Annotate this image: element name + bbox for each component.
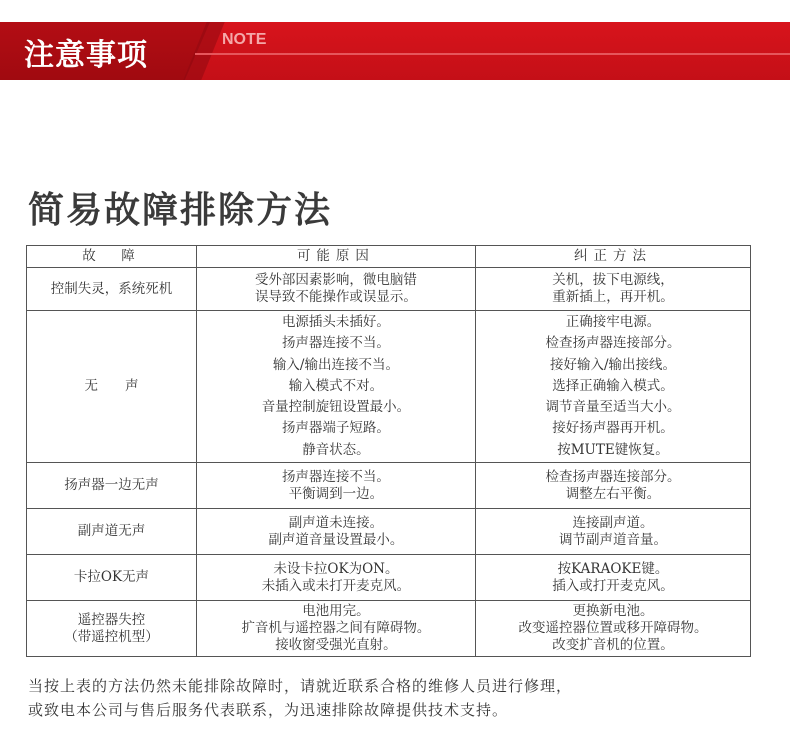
section-title: 简易故障排除方法	[28, 190, 333, 231]
footer-line: 或致电本公司与售后服务代表联系，为迅速排除故障提供技术支持。	[28, 701, 509, 719]
banner-note: NOTE	[222, 31, 267, 48]
table-row	[27, 463, 751, 509]
table-row	[27, 311, 751, 463]
cause-text: 扩音机与遥控器之间有障碍物。	[241, 620, 431, 636]
fault-cell	[27, 509, 197, 555]
fix-text: 按KARAOKE键。	[557, 560, 669, 577]
cause-text: 音量控制旋钮设置最小。	[261, 399, 411, 416]
cause-cell	[196, 555, 475, 601]
fault-cell	[27, 268, 197, 311]
cause-text: 扬声器连接不当。	[281, 335, 390, 352]
fix-text: 正确接牢电源。	[565, 314, 661, 331]
cause-text: 未插入或未打开麦克风。	[261, 577, 411, 594]
fix-text: 改变遥控器位置或移开障碍物。	[518, 620, 708, 636]
cause-text: 误导致不能操作或误显示。	[254, 289, 417, 305]
fix-cell	[475, 463, 750, 509]
fix-text: 按MUTE键恢复。	[557, 441, 669, 458]
cause-text: 副声道未连接。	[288, 514, 384, 531]
cause-cell	[196, 311, 475, 463]
header-banner	[0, 22, 790, 80]
fix-text: 调节音量至适当大小。	[545, 399, 681, 416]
table-row	[27, 268, 751, 311]
table-row	[27, 509, 751, 555]
table-header-row	[27, 246, 751, 268]
fix-text: 改变扩音机的位置。	[552, 637, 674, 653]
header-fault: 故 障	[27, 246, 197, 268]
cause-text: 输入模式不对。	[288, 377, 384, 394]
cause-cell	[196, 463, 475, 509]
cause-text: 接收窗受强光直射。	[275, 637, 397, 653]
cause-text: 电池用完。	[302, 603, 370, 619]
fix-cell	[475, 268, 750, 311]
fault-cell	[27, 311, 197, 463]
banner-title: 注意事项	[24, 38, 148, 73]
fault-cell	[27, 601, 197, 657]
cause-cell	[196, 601, 475, 657]
banner-underline	[195, 53, 790, 55]
fault-text: 扬声器一边无声	[64, 477, 159, 493]
fault-text: 控制失灵，系统死机	[50, 280, 173, 297]
cause-text: 平衡调到一边。	[288, 485, 384, 502]
footer-note	[28, 674, 768, 722]
fix-cell	[475, 509, 750, 555]
header-fix: 纠正方法	[475, 246, 750, 268]
fault-text: 副声道无声	[77, 523, 146, 539]
header-cause: 可能原因	[196, 246, 475, 268]
fix-text: 重新插上，再开机。	[552, 289, 674, 305]
fix-cell	[475, 555, 750, 601]
fix-text: 检查扬声器连接部分。	[545, 468, 681, 485]
cause-cell	[196, 268, 475, 311]
fix-text: 连接副声道。	[572, 514, 654, 531]
fix-text: 调整左右平衡。	[565, 485, 661, 502]
fault-text: 无 声	[84, 378, 139, 394]
footer-line: 当按上表的方法仍然未能排除故障时，请就近联系合格的维修人员进行修理，	[28, 677, 573, 695]
cause-text: 静音状态。	[302, 441, 370, 458]
fault-cell	[27, 555, 197, 601]
cause-text: 扬声器端子短路。	[281, 420, 390, 437]
fault-text: 卡拉OK无声	[73, 569, 150, 585]
fix-text: 更换新电池。	[572, 603, 654, 619]
troubleshooting-table	[26, 245, 751, 657]
fault-text: （带遥控机型）	[64, 628, 159, 645]
table-row	[27, 601, 751, 657]
fix-text: 选择正确输入模式。	[552, 377, 674, 394]
fault-text: 遥控器失控	[77, 611, 146, 628]
table-row	[27, 555, 751, 601]
cause-text: 扬声器连接不当。	[281, 468, 390, 485]
fix-text: 接好扬声器再开机。	[552, 420, 674, 437]
fix-cell	[475, 601, 750, 657]
fix-cell	[475, 311, 750, 463]
fix-text: 插入或打开麦克风。	[552, 577, 674, 594]
cause-text: 电源插头未插好。	[281, 314, 390, 331]
fix-text: 调节副声道音量。	[558, 531, 667, 548]
fix-text: 检查扬声器连接部分。	[545, 335, 681, 352]
cause-cell	[196, 509, 475, 555]
cause-text: 受外部因素影响，微电脑错	[254, 272, 417, 288]
fix-text: 接好输入/输出接线。	[549, 356, 677, 373]
cause-text: 未设卡拉OK为ON。	[273, 560, 399, 577]
fix-text: 关机，拔下电源线，	[552, 272, 674, 288]
cause-text: 副声道音量设置最小。	[268, 531, 404, 548]
fault-cell	[27, 463, 197, 509]
cause-text: 输入/输出连接不当。	[272, 356, 399, 373]
